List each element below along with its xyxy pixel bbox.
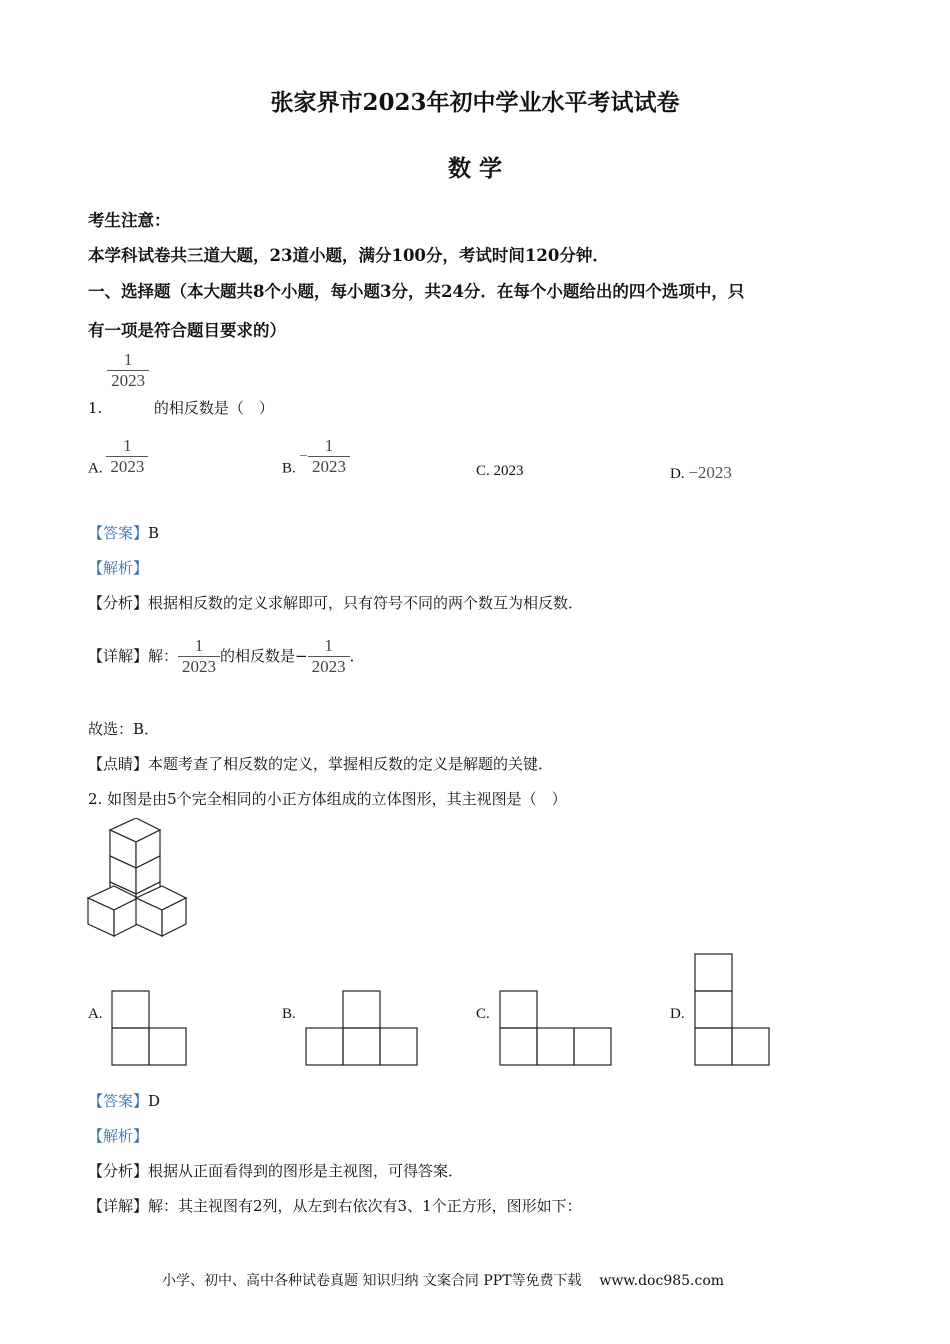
q1-fenxi: 【分析】根据相反数的定义求解即可，只有符号不同的两个数互为相反数．: [88, 594, 584, 612]
q1-answer: 【答案】B: [88, 524, 160, 542]
q2-option-b-figure: [305, 990, 420, 1067]
q2-option-d-label: D.: [670, 1006, 685, 1022]
q2-analysis-label: 【解析】: [88, 1127, 149, 1145]
q1-analysis-label: 【解析】: [88, 559, 149, 577]
subject-title: 数 学: [447, 155, 502, 182]
q1-xiangjie: 【详解】解： $\frac{1}{2023}$ 的相反数是− $\frac{1}{2023}$ ．: [88, 636, 365, 677]
q2-option-c-label: C.: [476, 1006, 490, 1022]
q2-option-b-label: B.: [282, 1006, 296, 1022]
q1-option-a: A. $\frac{1}{2023}$: [88, 436, 148, 478]
section-heading-cont: 有一项是符合题目要求的）: [88, 321, 286, 340]
q2-option-a-figure: [111, 990, 189, 1067]
exam-title: 张家界市2023年初中学业水平考试试卷: [270, 89, 680, 116]
q1-stem: [88, 350, 274, 418]
notice-label: 考生注意：: [88, 211, 171, 230]
q2-option-a-label: A.: [88, 1006, 103, 1022]
q1-stem-text: 的相反数是（ ）: [153, 399, 274, 417]
q1-option-c: C. 2023: [476, 463, 524, 479]
q2-stem: 2. 如图是由5个完全相同的小正方体组成的立体图形，其主视图是（ ）: [88, 790, 567, 808]
footer-link[interactable]: www.doc985.com: [599, 1273, 725, 1289]
q2-xiangjie: 【详解】解：其主视图有2列，从左到右依次有3、1个正方形，图形如下：: [88, 1197, 582, 1215]
cube-solid-figure: [86, 818, 190, 940]
q1-guxuan: 故选：B．: [88, 720, 160, 738]
footer: 小学、初中、高中各种试卷真题 知识归纳 文案合同 PPT等免费下载 www.doc985.com: [162, 1273, 725, 1289]
fraction: $\frac{1}{2023}$: [107, 350, 149, 392]
q1-dianjing: 【点睛】本题考查了相反数的定义，掌握相反数的定义是解题的关键．: [88, 755, 554, 773]
q2-fenxi: 【分析】根据从正面看得到的图形是主视图，可得答案．: [88, 1162, 464, 1180]
q1-option-b: B. − $\frac{1}{2023}$: [282, 436, 350, 478]
notice-text: 本学科试卷共三道大题，23道小题，满分100分，考试时间120分钟．: [88, 246, 609, 265]
section-heading: 一、选择题（本大题共8个小题，每小题3分，共24分．在每个小题给出的四个选项中，只: [88, 282, 745, 301]
q1-option-d: D. −2023: [670, 463, 732, 482]
q1-number: 1.: [88, 399, 103, 417]
q2-option-c-figure: [499, 990, 614, 1067]
q2-answer: 【答案】D: [88, 1092, 161, 1110]
q2-option-d-figure: [694, 953, 772, 1067]
